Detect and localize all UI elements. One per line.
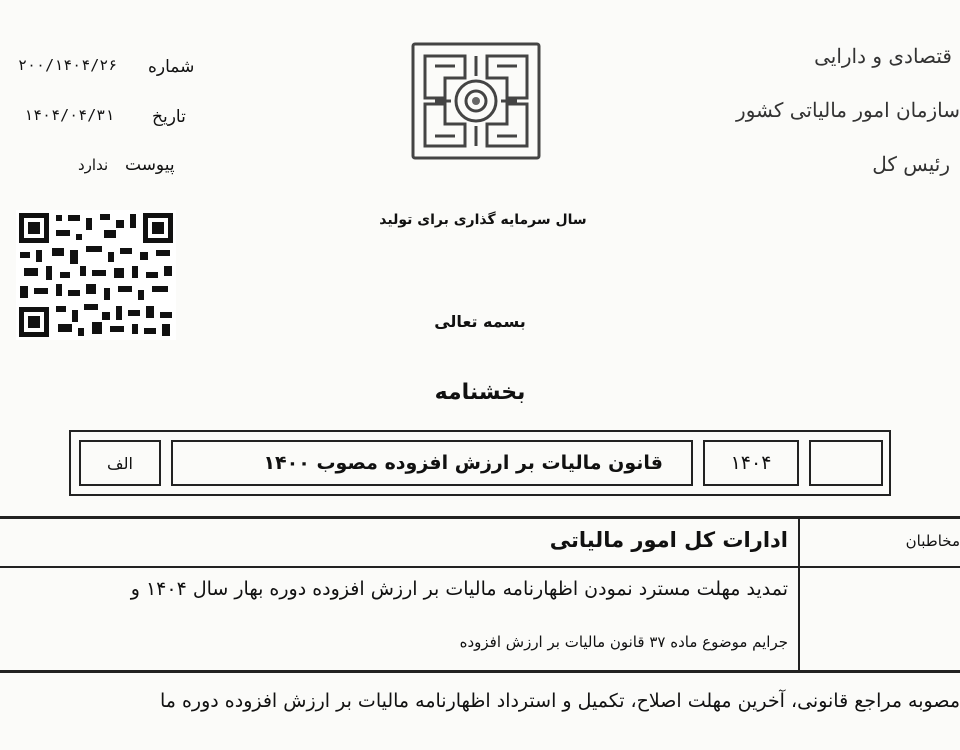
- tax-organization-emblem: [405, 38, 547, 164]
- subject-cell: [171, 440, 693, 486]
- letter-cell: [79, 440, 161, 486]
- code-cell: [809, 440, 883, 486]
- table-row-divider: [0, 566, 960, 568]
- year-slogan: سال سرمایه گذاری برای تولید: [379, 212, 587, 228]
- attachment-label: پیوست: [125, 155, 175, 175]
- date-value: ۱۴۰۴/۰۴/۳۱: [24, 106, 115, 124]
- circular-title: بخشنامه: [434, 380, 526, 405]
- number-value: ۲۰۰/۱۴۰۴/۲۶: [18, 56, 118, 74]
- date-label: تاریخ: [152, 107, 186, 127]
- recipients-label: مخاطبان: [905, 532, 960, 550]
- year-value: ۱۴۰۴: [730, 452, 772, 474]
- letter-value: الف: [107, 453, 133, 473]
- ministry-header-line2: سازمان امور مالیاتی کشور: [736, 98, 960, 122]
- classification-box: [69, 430, 891, 496]
- subject-line-2: جرایم موضوع ماده ۳۷ قانون مالیات بر ارزش افزوده: [459, 633, 788, 651]
- subject-line: تمدید مهلت مسترد نمودن اظهارنامه مالیات بر ارزش افزوده دوره بهار سال ۱۴۰۴ و: [130, 578, 788, 600]
- number-label: شماره: [148, 57, 195, 77]
- qr-code: [16, 210, 176, 340]
- attachment-value: ندارد: [78, 156, 109, 174]
- body-text: مصوبه مراجع قانونی، آخرین مهلت اصلاح، تکمیل و استرداد اظهارنامه مالیات بر ارزش افزوده دوره ما: [159, 690, 960, 712]
- table-column-divider: [798, 516, 800, 673]
- subject-value: قانون مالیات بر ارزش افزوده مصوب ۱۴۰۰: [263, 452, 663, 474]
- table-bottom-border: [0, 670, 960, 673]
- ministry-header-line3: رئیس کل: [872, 152, 950, 176]
- table-top-border: [0, 516, 960, 519]
- year-cell: [703, 440, 799, 486]
- ministry-header-line1: قتصادی و دارایی: [814, 44, 952, 68]
- bismillah: بسمه تعالی: [434, 312, 526, 331]
- recipients-value: ادارات کل امور مالیاتی: [549, 528, 788, 552]
